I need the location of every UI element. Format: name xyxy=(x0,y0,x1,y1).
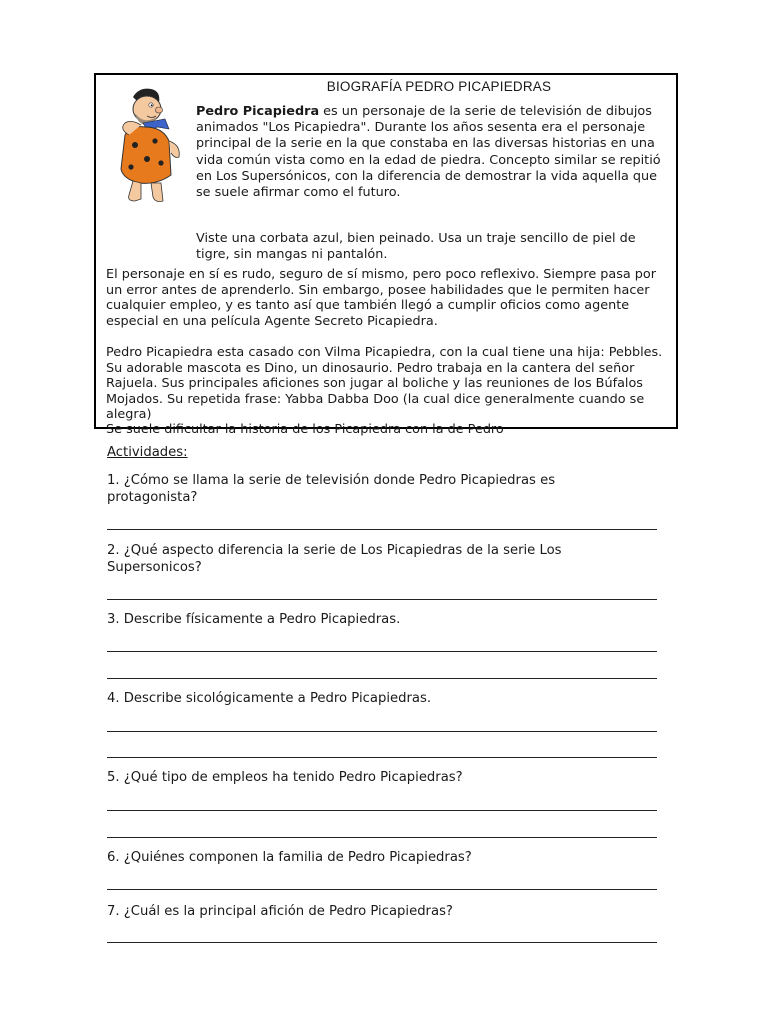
bio-paragraph-family: Pedro Picapiedra esta casado con Vilma Picapiedra, con la cual tiene una hija: Pebbles. Su adorable mascota es Dino, un dinosaurio. Pedro trabaja en la cantera del señor Rajuela. Sus principales aficiones son jugar al boliche y las reuniones de los Búfalos Mojados. Su repetida frase: Yabba Dabba Doo (la cual dice generalmente cuando se alegra) xyxy=(106,345,663,423)
bio-intro-text: es un personaje de la serie de televisión de dibujos animados "Los Picapiedra". Durante los años sesenta era el personaje principal de la serie en la que constaba en las diversas historias en una vida común vista como en la edad de piedra. Concepto similar se repitió en Los Supersónicos, con la diferencia de demostrar la vida aquella que se suele afirmar como el futuro. xyxy=(196,104,661,201)
question-4: 4. Describe sicológicamente a Pedro Picapiedras. xyxy=(107,691,432,706)
bio-name-highlight: Pedro Picapiedra xyxy=(196,104,320,119)
question-7: 7. ¿Cuál es la principal afición de Pedro Picapiedras? xyxy=(107,904,453,919)
answer-line[interactable] xyxy=(107,757,657,758)
biography-box xyxy=(94,73,678,437)
pedro-picapiedra-illustration xyxy=(99,83,187,207)
answer-line[interactable] xyxy=(107,837,657,838)
activities-heading: Actividades: xyxy=(107,445,188,460)
bio-paragraph-intro xyxy=(196,104,666,201)
bio-paragraph-appearance: Viste una corbata azul, bien peinado. Usa un traje sencillo de piel de tigre, sin mangas ni pantalón. xyxy=(196,231,636,263)
answer-line[interactable] xyxy=(107,651,657,652)
question-3: 3. Describe físicamente a Pedro Picapiedras. xyxy=(107,612,401,627)
answer-line[interactable] xyxy=(107,731,657,732)
answer-line[interactable] xyxy=(107,599,657,600)
question-6: 6. ¿Quiénes componen la familia de Pedro Picapiedras? xyxy=(107,850,472,865)
question-2: 2. ¿Qué aspecto diferencia la serie de Los Picapiedras de la serie Los Supersonicos? xyxy=(107,543,562,575)
answer-line[interactable] xyxy=(107,678,657,679)
biography-title: BIOGRAFÍA PEDRO PICAPIEDRAS xyxy=(326,79,552,94)
answer-line[interactable] xyxy=(107,529,657,530)
question-5: 5. ¿Qué tipo de empleos ha tenido Pedro Picapiedras? xyxy=(107,770,463,785)
question-1: 1. ¿Cómo se llama la serie de televisión donde Pedro Picapiedras es protagonista? xyxy=(107,473,556,505)
bio-paragraph-cut: Se suele dificultar la historia de los Picapiedra con la de Pedro xyxy=(106,422,504,437)
answer-line[interactable] xyxy=(107,810,657,811)
answer-line[interactable] xyxy=(107,889,657,890)
bio-paragraph-personality: El personaje en sí es rudo, seguro de sí mismo, pero poco reflexivo. Siempre pasa por un error antes de aprenderlo. Sin embargo, posee habilidades que le permiten hacer cualquier empleo, y es tanto así que también llegó a cumplir oficios como agente especial en una película Agente Secreto Picapiedra. xyxy=(106,267,657,329)
answer-line[interactable] xyxy=(107,942,657,943)
